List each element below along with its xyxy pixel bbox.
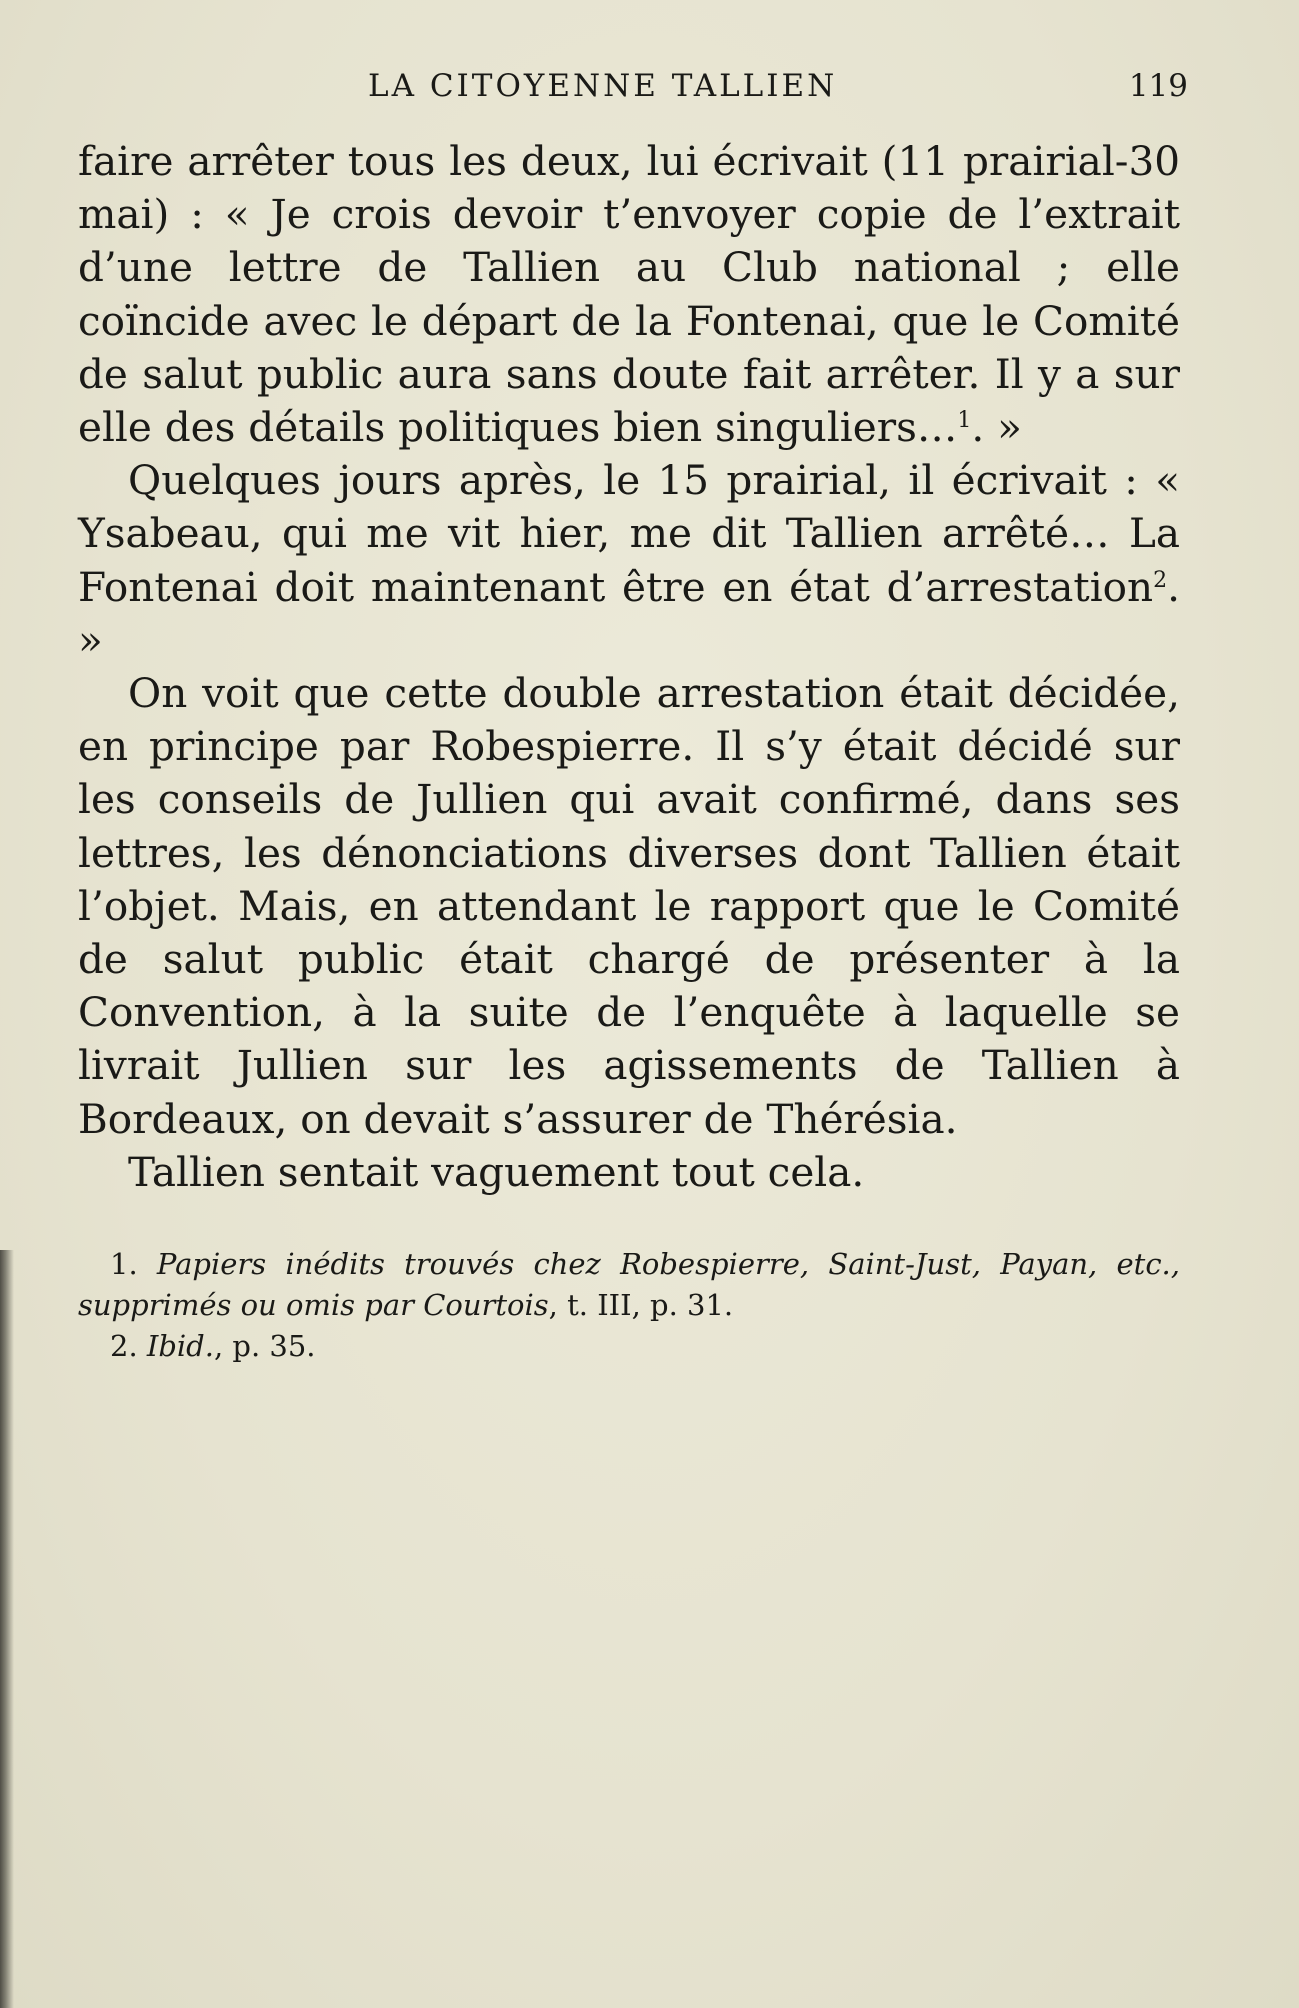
running-head	[78, 68, 1188, 108]
body-text	[78, 135, 1180, 1199]
paragraph-2	[78, 454, 1180, 667]
paragraph-1-end: . »	[971, 403, 1022, 452]
paragraph-3: On voit que cette double arrestation était décidée, en principe par Robespierre. Il s’y était décidé sur les conseils de Jullien qui avait confirmé, dans ses lettres, les dénonciations diverses dont Tallien était l’objet. Mais, en attendant le rapport que le Comité de salut public était chargé de présenter à la Convention, à la suite de l’enquête à laquelle se livrait Jullien sur les agissements de Tallien à Bordeaux, on devait s’assurer de Thérésia.	[78, 669, 1180, 1143]
footnotes	[78, 1244, 1180, 1367]
paragraph-1	[78, 135, 1180, 454]
footnote-1	[78, 1244, 1180, 1326]
footnote-2-title: Ibid.	[146, 1329, 214, 1363]
footnote-2-number: 2.	[110, 1329, 138, 1363]
footnote-1-rest: , t. III, p. 31.	[548, 1288, 734, 1322]
footnote-1-number: 1.	[110, 1247, 138, 1281]
paragraph-4: Tallien sentait vaguement tout cela.	[128, 1147, 865, 1196]
paragraph-2-text: Quelques jours après, le 15 prairial, il écrivait : « Ysabeau, qui me vit hier, me dit Tallien arrêté… La Fontenai doit maintenant être en état d’arrestation	[78, 456, 1180, 611]
footnote-ref-2: 2	[1153, 567, 1168, 593]
running-title: LA CITOYENNE TALLIEN	[368, 68, 838, 104]
footnote-ref-1: 1	[957, 408, 972, 434]
footnote-2	[78, 1326, 1180, 1367]
page-number: 119	[1128, 68, 1188, 104]
paragraph-1-text: faire arrêter tous les deux, lui écrivait (11 prairial-30 mai) : « Je crois devoir t’envoyer copie de l’extrait d’une lettre de Tallien au Club national ; elle coïncide avec le départ de la Fontenai, que le Comité de salut public aura sans doute fait arrêter. Il y a sur elle des détails politiques bien singuliers…	[78, 137, 1180, 452]
page-edge-shadow	[0, 1250, 14, 2008]
footnote-1-title: Papiers inédits trouvés chez Robespierre, Saint-Just, Payan, etc., supprimés ou omis par Courtois	[78, 1247, 1180, 1322]
footnote-2-rest: , p. 35.	[213, 1329, 316, 1363]
paragraph-2-end: . »	[78, 562, 1180, 664]
